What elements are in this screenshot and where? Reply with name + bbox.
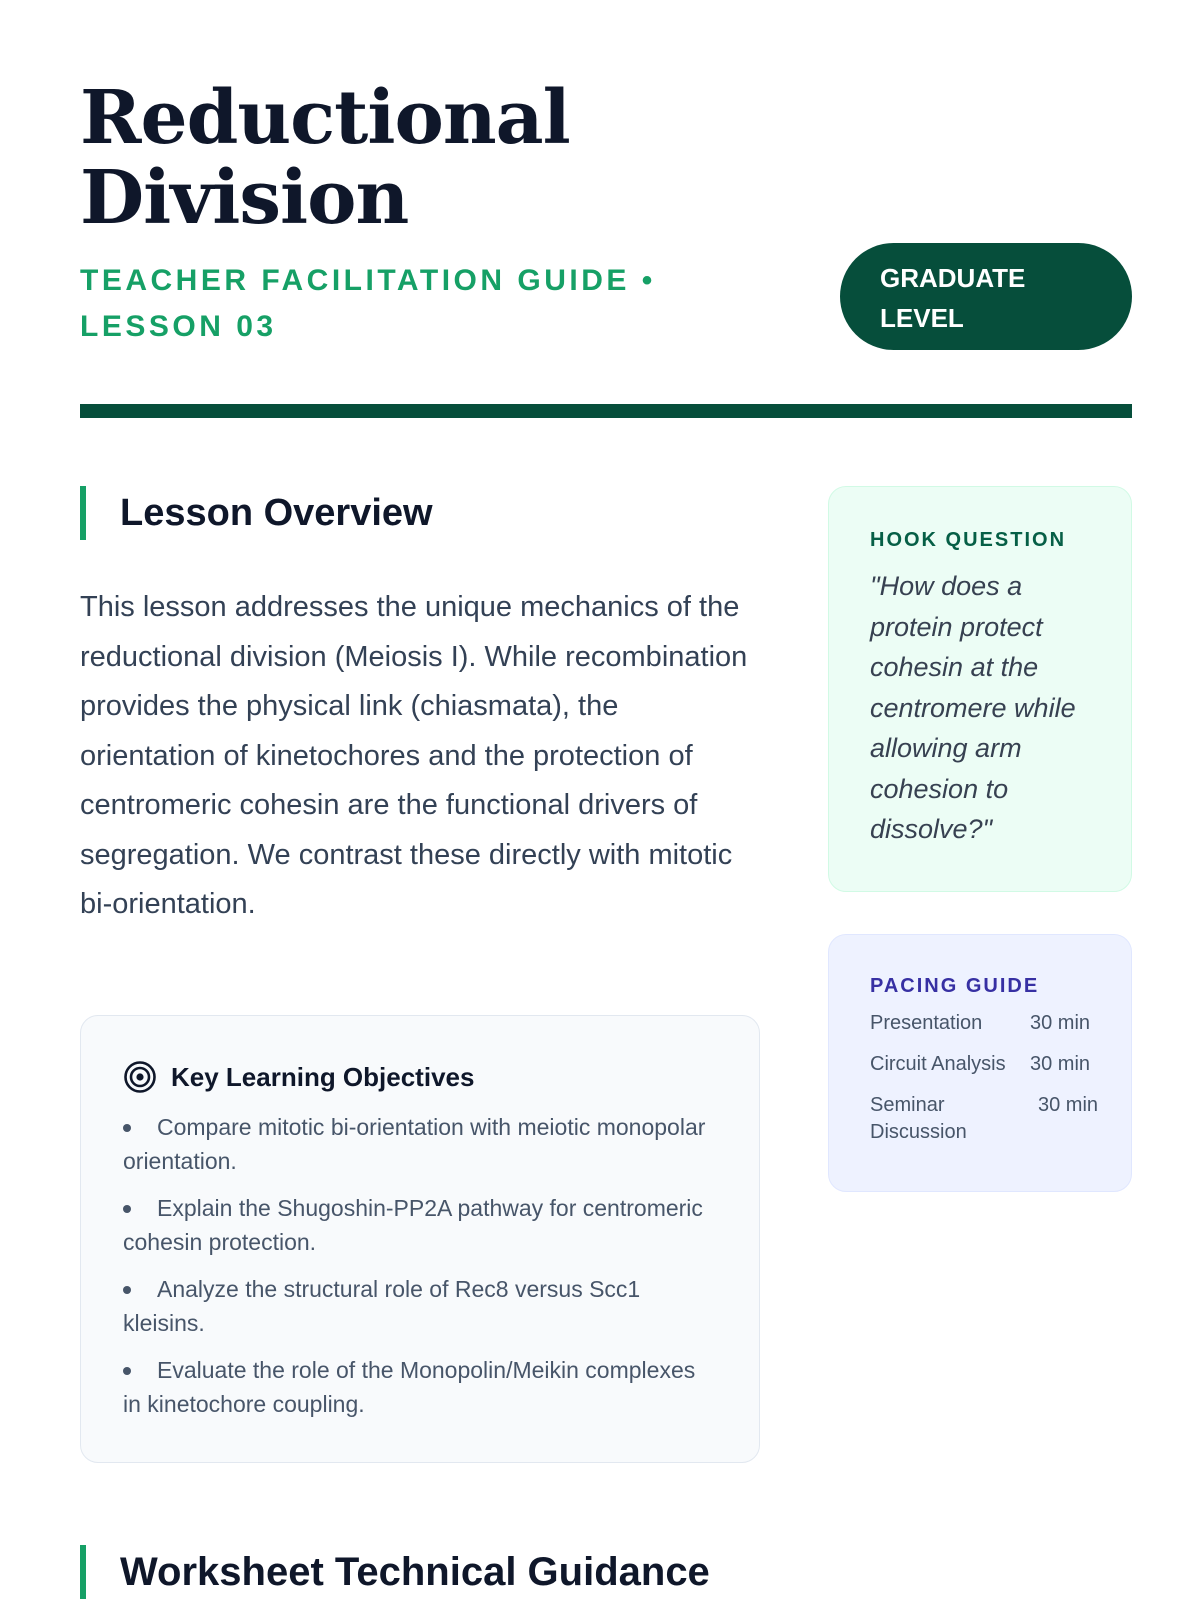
objectives-title-row (123, 1058, 719, 1096)
objectives-list (123, 1110, 719, 1421)
worksheet-heading: Worksheet Technical Guidance (80, 1545, 710, 1599)
overview-body: This lesson addresses the unique mechanics of the reductional division (Meiosis I). While recombination provides the physical link (chiasmata), the orientation of kinetochores and the protection of centromeric cohesin are the functional drivers of segregation. We contrast these directly with mitotic bi-orientation. (80, 591, 748, 920)
pacing-duration: 30 min (1038, 1094, 1099, 1116)
page-title: Reductional Division (80, 75, 570, 241)
lesson-subtitle: TEACHER FACILITATION GUIDE • LESSON 03 (80, 264, 656, 343)
pacing-guide-label: PACING GUIDE (870, 975, 1040, 997)
hook-question-label: HOOK QUESTION (870, 529, 1067, 551)
pacing-row (870, 1051, 1100, 1092)
pacing-duration: 30 min (1030, 1012, 1091, 1034)
pacing-table (870, 1010, 1100, 1160)
pacing-task: Circuit Analysis (870, 1053, 1006, 1075)
objective-item: Explain the Shugoshin-PP2A pathway for centromeric cohesin protection. (123, 1191, 719, 1259)
objective-item: Evaluate the role of the Monopolin/Meikin complexes in kinetochore coupling. (123, 1353, 719, 1421)
pacing-row (870, 1092, 1100, 1160)
pacing-task: Seminar Discussion (870, 1094, 967, 1143)
objective-item: Compare mitotic bi-orientation with meiotic monopolar orientation. (123, 1110, 719, 1178)
pacing-duration: 30 min (1030, 1053, 1091, 1075)
objective-item: Analyze the structural role of Rec8 versus Scc1 kleisins. (123, 1272, 719, 1340)
pacing-row (870, 1010, 1100, 1051)
objectives-title: Key Learning Objectives (171, 1061, 475, 1092)
pacing-task: Presentation (870, 1012, 983, 1034)
level-badge: GRADUATE LEVEL (840, 243, 1132, 350)
overview-heading: Lesson Overview (80, 486, 433, 540)
hook-question-card (828, 486, 1132, 892)
hook-question-text: "How does a protein protect cohesin at the centromere while allowing arm cohesion to dissolve?" (870, 571, 1076, 844)
objectives-card (80, 1015, 760, 1463)
pacing-guide-card (828, 934, 1132, 1192)
header-divider (80, 404, 1132, 418)
target-icon (123, 1060, 157, 1094)
